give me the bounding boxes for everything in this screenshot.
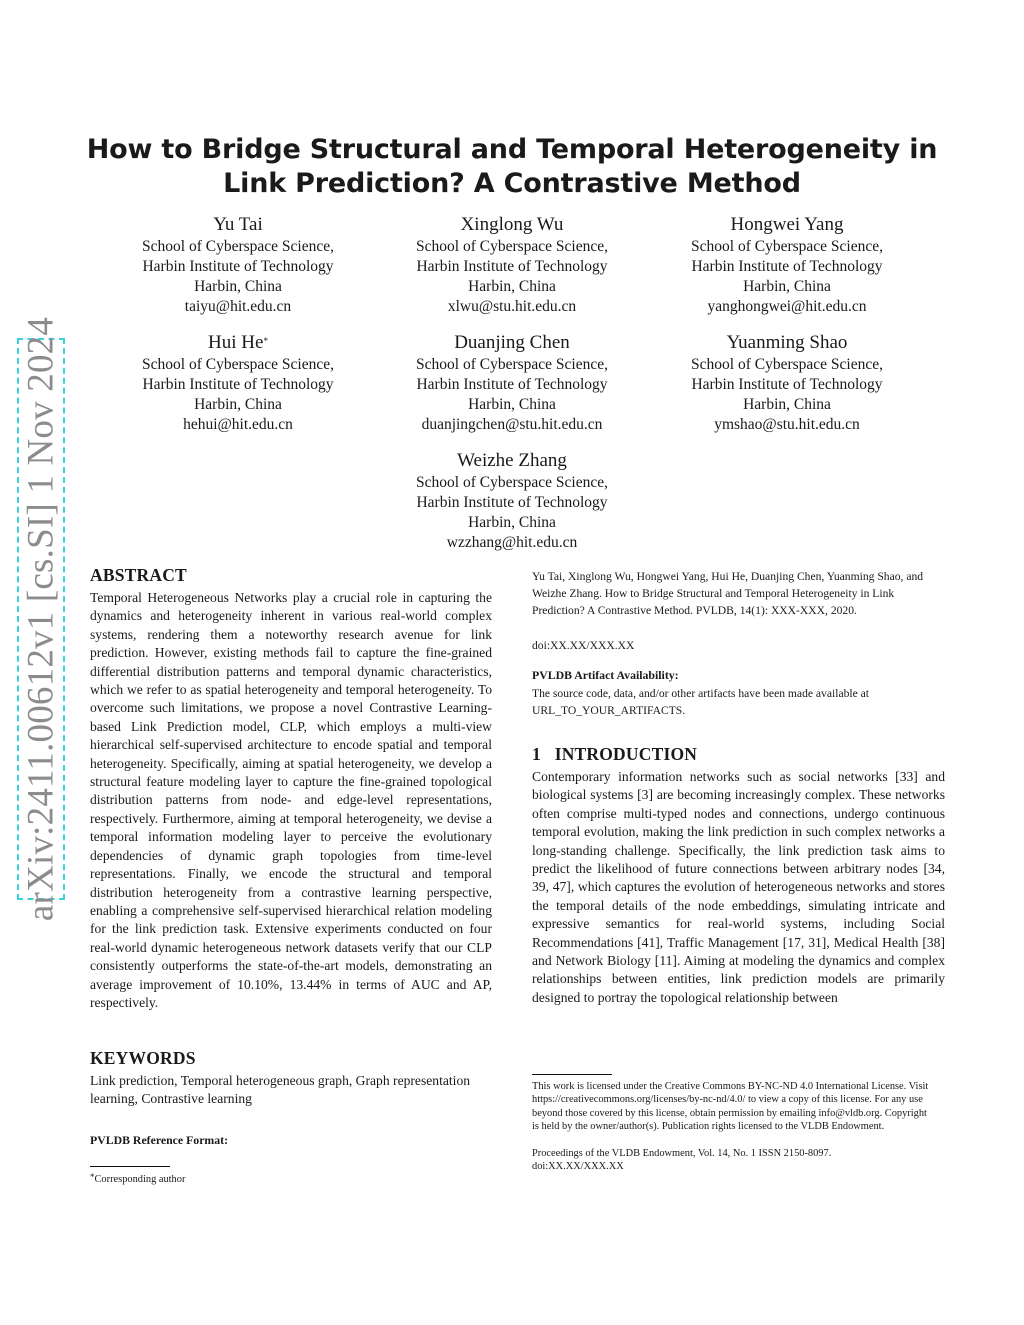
author-email: hehui@hit.edu.cn bbox=[183, 416, 293, 433]
author-name: Weizhe Zhang bbox=[457, 450, 567, 471]
author-email: duanjingchen@stu.hit.edu.cn bbox=[421, 416, 603, 433]
license-rule bbox=[532, 1074, 612, 1075]
reference-format-heading: PVLDB Reference Format: bbox=[90, 1133, 229, 1147]
author-block bbox=[647, 332, 927, 435]
author-email: taiyu@hit.edu.cn bbox=[184, 298, 292, 315]
reference-doi: doi:XX.XX/XXX.XX bbox=[532, 639, 635, 652]
author-location: Harbin, China bbox=[743, 278, 831, 295]
author-block bbox=[98, 332, 378, 435]
author-email: xlwu@stu.hit.edu.cn bbox=[447, 298, 577, 315]
author-institution: Harbin Institute of Technology bbox=[691, 376, 883, 393]
author-location: Harbin, China bbox=[194, 278, 282, 295]
author-email: ymshao@stu.hit.edu.cn bbox=[714, 416, 860, 433]
author-location: Harbin, China bbox=[468, 278, 556, 295]
author-location: Harbin, China bbox=[468, 396, 556, 413]
author-institution: Harbin Institute of Technology bbox=[142, 258, 334, 275]
footnote-rule bbox=[90, 1166, 170, 1167]
author-dept: School of Cyberspace Science, bbox=[416, 356, 608, 373]
corresponding-author-footnote: *Corresponding author bbox=[90, 1172, 186, 1185]
author-block bbox=[372, 332, 652, 435]
paper-title: How to Bridge Structural and Temporal Heterogeneity in Link Prediction? A Contrastive Method bbox=[86, 134, 938, 199]
author-dept: School of Cyberspace Science, bbox=[416, 238, 608, 255]
author-institution: Harbin Institute of Technology bbox=[416, 376, 608, 393]
author-block bbox=[372, 214, 652, 317]
author-institution: Harbin Institute of Technology bbox=[142, 376, 334, 393]
author-block bbox=[98, 214, 378, 317]
author-block bbox=[372, 450, 652, 553]
artifact-text: The source code, data, and/or other artifacts have been made available at URL_TO_YOUR_ARTIFACTS. bbox=[532, 687, 870, 718]
author-dept: School of Cyberspace Science, bbox=[142, 238, 334, 255]
author-institution: Harbin Institute of Technology bbox=[416, 258, 608, 275]
keywords-heading: KEYWORDS bbox=[90, 1048, 196, 1068]
author-name: Hongwei Yang bbox=[730, 214, 844, 235]
proceedings-info: Proceedings of the VLDB Endowment, Vol. 14, No. 1 ISSN 2150-8097. bbox=[532, 1148, 832, 1159]
introduction-heading: 1 INTRODUCTION bbox=[532, 744, 698, 764]
keywords-text: Link prediction, Temporal heterogeneous graph, Graph representation learning, Contrastive learning bbox=[90, 1073, 471, 1107]
author-name: Yuanming Shao bbox=[726, 332, 848, 353]
arxiv-identifier[interactable]: arXiv:2411.00612v1 [cs.SI] 1 Nov 2024 bbox=[20, 316, 62, 922]
author-name: Xinglong Wu bbox=[460, 214, 564, 235]
reference-citation: Yu Tai, Xinglong Wu, Hongwei Yang, Hui He, Duanjing Chen, Yuanming Shao, and Weizhe Zhang. How to Bridge Structural and Temporal Heterogeneity in Link Prediction? A Contrastive Method. PVLDB, 14(1): XXX-XXX, 2020. bbox=[532, 570, 924, 618]
abstract-heading: ABSTRACT bbox=[90, 565, 187, 585]
license-notice: This work is licensed under the Creative Commons BY-NC-ND 4.0 International License. Visit https://creativecommons.org/licenses/by-nc-nd/4.0/ to view a copy of this license. For any use beyond those covered by this license, obtain permission by emailing info@vldb.org. Copyright is held by the owner/author(s). Publication rights licensed to the VLDB Endowment. bbox=[532, 1081, 929, 1132]
author-dept: School of Cyberspace Science, bbox=[691, 356, 883, 373]
author-location: Harbin, China bbox=[743, 396, 831, 413]
author-name: Yu Tai bbox=[213, 214, 263, 235]
introduction-text: Contemporary information networks such as social networks [33] and biological systems [3] are becoming increasingly complex. These networks often comprise multi-typed nodes and connections, undergo continuous temporal evolution, making the link prediction in such complex networks a long-standing challenge. Specifically, the link prediction task aims to predict the likelihood of future connections between arbitrary nodes [34, 39, 47], which captures the evolution of heterogeneous networks and stores the temporal details of the node embeddings, simulating intricate and expressive semantics for real-world systems, including Social Recommendations [41], Traffic Management [17, 31], Medical Health [38] and Network Biology [11]. Aiming at modeling the dynamics and complex relationships between entities, link prediction models are primarily designed to portray the topological relationship between bbox=[532, 769, 945, 1005]
author-institution: Harbin Institute of Technology bbox=[416, 494, 608, 511]
proceedings-doi: doi:XX.XX/XXX.XX bbox=[532, 1161, 624, 1172]
author-dept: School of Cyberspace Science, bbox=[416, 474, 608, 491]
author-dept: School of Cyberspace Science, bbox=[142, 356, 334, 373]
author-institution: Harbin Institute of Technology bbox=[691, 258, 883, 275]
author-name: Hui He* bbox=[208, 332, 268, 353]
author-email: wzzhang@hit.edu.cn bbox=[446, 534, 578, 551]
author-location: Harbin, China bbox=[194, 396, 282, 413]
artifact-heading: PVLDB Artifact Availability: bbox=[532, 668, 679, 682]
author-dept: School of Cyberspace Science, bbox=[691, 238, 883, 255]
abstract-text: Temporal Heterogeneous Networks play a crucial role in capturing the dynamics and heterogeneity inherent in various real-world complex systems, rendering them a noteworthy research avenue for link prediction. However, existing methods fail to capture the fine-grained differential distribution patterns and temporal dynamic characteristics, which we refer to as spatial heterogeneity and temporal heterogeneity. To overcome such limitations, we propose a novel Contrastive Learning-based Link Prediction model, CLP, which employs a multi-view hierarchical self-supervised architecture to encode spatial and temporal heterogeneity. Specifically, aiming at spatial heterogeneity, we develop a structural feature modeling layer to capture the fine-grained topological distribution patterns from node- and edge-level representations, respectively. Furthermore, aiming at temporal heterogeneity, we devise a temporal information modeling layer to perceive the evolutionary dependencies of dynamic graph topologies from time-level representations. Finally, we encode the structural and temporal distribution heterogeneity from a contrastive learning perspective, enabling a comprehensive self-supervised hierarchical relation modeling for the link prediction task. Extensive experiments conducted on four real-world dynamic heterogeneous network datasets verify that our CLP consistently outperforms the state-of-the-art models, demonstrating an average improvement of 10.10%, 13.44% in terms of AUC and AP, respectively. bbox=[90, 590, 492, 1010]
author-email: yanghongwei@hit.edu.cn bbox=[707, 298, 867, 315]
author-name: Duanjing Chen bbox=[454, 332, 570, 353]
author-block bbox=[647, 214, 927, 317]
author-location: Harbin, China bbox=[468, 514, 556, 531]
